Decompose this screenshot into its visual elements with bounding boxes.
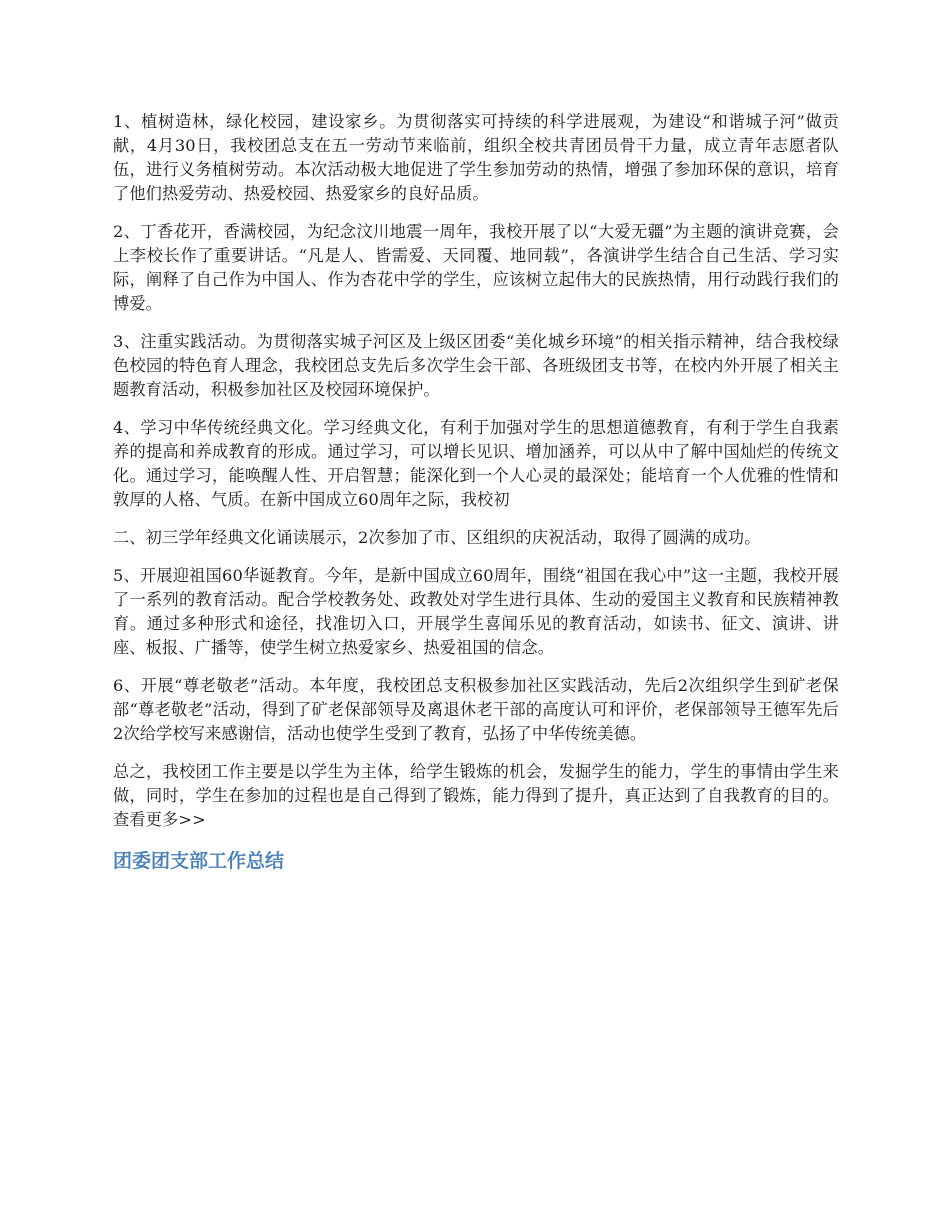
paragraph-5: 二、初三学年经典文化诵读展示，2次参加了市、区组织的庆祝活动，取得了圆满的成功。 — [113, 528, 761, 547]
paragraph-1: 1、植树造林，绿化校园，建设家乡。为贯彻落实可持续的科学进展观，为建设“和谐城子河”做贡献，4月30日，我校团总支在五一劳动节来临前，组织全校共青团员骨干力量，成立青年志愿者队伍，进行义务植树劳动。本次活动极大地促进了学生参加劳动的热情，增强了参加环保的意识，培育了他们热爱劳动、热爱校园、热爱家乡的良好品质。 — [113, 112, 839, 203]
document-page — [113, 110, 839, 874]
paragraph-summary: 总之，我校团工作主要是以学生为主体，给学生锻炼的机会，发掘学生的能力，学生的事情由学生来做，同时，学生在参加的过程也是自己得到了锻炼，能力得到了提升，真正达到了自我教育的目的。查看更多>> — [113, 762, 839, 829]
paragraph-7: 6、开展“尊老敬老”活动。本年度，我校团总支积极参加社区实践活动，先后2次组织学生到矿老保部“尊老敬老”活动，得到了矿老保部领导及离退休老干部的高度认可和评价，老保部领导王德军先后2次给学校写来感谢信，活动也使学生受到了教育，弘扬了中华传统美德。 — [113, 676, 839, 743]
paragraph-2: 2、丁香花开，香满校园，为纪念汶川地震一周年，我校开展了以“大爱无疆”为主题的演讲竞赛，会上李校长作了重要讲话。“凡是人、皆需爱、天同覆、地同载”，各演讲学生结合自己生活、学习实际，阐释了自己作为中国人、作为杏花中学的学生，应该树立起伟大的民族热情，用行动践行我们的博爱。 — [113, 222, 839, 313]
paragraph-6: 5、开展迎祖国60华诞教育。今年，是新中国成立60周年，围绕“祖国在我心中”这一主题，我校开展了一系列的教育活动。配合学校教务处、政教处对学生进行具体、生动的爱国主义教育和民族精神教育。通过多种形式和途径，找准切入口，开展学生喜闻乐见的教育活动，如读书、征文、演讲、讲座、板报、广播等，使学生树立热爱家乡、热爱祖国的信念。 — [113, 566, 839, 657]
paragraph-4: 4、学习中华传统经典文化。学习经典文化，有利于加强对学生的思想道德教育，有利于学生自我素养的提高和养成教育的形成。通过学习，可以增长见识、增加涵养，可以从中了解中国灿烂的传统文化。通过学习，能唤醒人性、开启智慧；能深化到一个人心灵的最深处；能培育一个人优雅的性情和敦厚的人格、气质。在新中国成立60周年之际，我校初 — [113, 418, 839, 509]
section-heading[interactable]: 团委团支部工作总结 — [113, 850, 285, 872]
paragraph-3: 3、注重实践活动。为贯彻落实城子河区及上级区团委“美化城乡环境”的相关指示精神，结合我校绿色校园的特色育人理念，我校团总支先后多次学生会干部、各班级团支书等，在校内外开展了相关主题教育活动，积极参加社区及校园环境保护。 — [113, 332, 839, 399]
